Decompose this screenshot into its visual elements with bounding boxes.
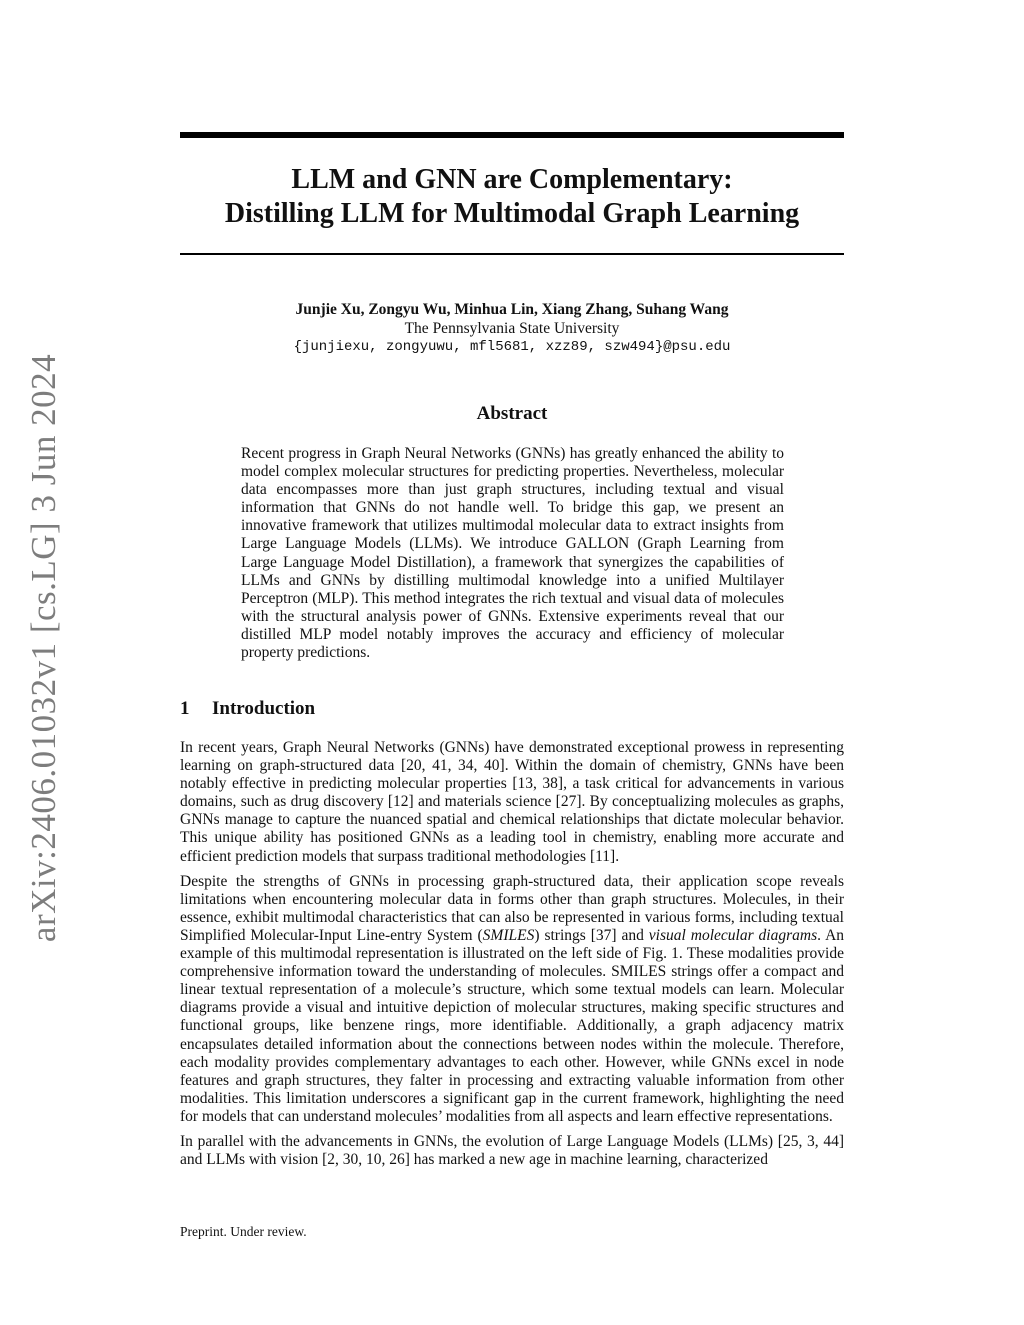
affiliation: The Pennsylvania State University bbox=[404, 320, 620, 337]
abstract-heading: Abstract bbox=[476, 403, 548, 424]
paper-title bbox=[180, 163, 844, 231]
intro-p2-text-b: ) strings [37] and bbox=[534, 926, 649, 944]
author-emails: {junjiexu, zongyuwu, mfl5681, xzz89, szw494}@psu.edu bbox=[293, 339, 731, 355]
visual-diagrams-term: visual molecular diagrams bbox=[648, 926, 818, 944]
intro-p2-text-a: Despite the strengths of GNNs in processing graph-structured data, their application scope reveals limitations when encountering molecular data in forms other than graph structures. Molecules, in their essence, exhibit multimodal characteristics that can also be represented in various forms, including textual Simplified Molecular-Input Line-entry System ( bbox=[180, 872, 844, 944]
title-top-rule bbox=[180, 132, 844, 138]
introduction-body bbox=[180, 739, 844, 1176]
section-number: 1 bbox=[180, 698, 190, 719]
section-heading-introduction bbox=[180, 698, 315, 720]
author-block bbox=[180, 300, 844, 357]
title-bottom-rule bbox=[180, 253, 844, 255]
intro-p2-text-c: . An example of this multimodal representation is illustrated on the left side of Fig. 1. These modalities provide comprehensive information toward the understanding of molecules. SMILES strings offer a compact and linear textual representation of a molecule’s structure, which some textual models can learn. Molecular diagrams provide a visual and intuitive depiction of molecular structures, making specific structures and functional groups, like benzene rings, more identifiable. Additionally, a graph adjacency matrix encapsulates detailed information about the connections between nodes within the molecule. Therefore, each modality provides complementary advantages to each other. However, while GNNs excel in node features and graph structures, they falter in processing and extracting valuable information from other modalities. This limitation underscores a significant gap in the current framework, highlighting the need for models that can understand molecules’ modalities from all aspects and learn effective representations. bbox=[180, 926, 845, 1125]
smiles-term: SMILES bbox=[482, 926, 535, 944]
section-title: Introduction bbox=[212, 698, 316, 719]
title-line-1: LLM and GNN are Complementary: bbox=[291, 164, 733, 195]
preprint-footer: Preprint. Under review. bbox=[180, 1224, 307, 1239]
title-line-2: Distilling LLM for Multimodal Graph Learning bbox=[224, 198, 800, 229]
intro-paragraph-3: In parallel with the advancements in GNNs, the evolution of Large Language Models (LLMs) [25, 3, 44] and LLMs with vision [2, 30, 10, 26] has marked a new age in machine learning, characterized bbox=[180, 1132, 844, 1169]
arxiv-side-stamp: arXiv:2406.01032v1 [cs.LG] 3 Jun 2024 bbox=[24, 353, 63, 943]
intro-paragraph-1: In recent years, Graph Neural Networks (GNNs) have demonstrated exceptional prowess in representing learning on graph-structured data [20, 41, 34, 40]. Within the domain of chemistry, GNNs have been notably effective in predicting molecular properties [13, 38], a task critical for advancements in various domains, such as drug discovery [12] and materials science [27]. By conceptualizing molecules as graphs, GNNs manage to capture the nuanced spatial and chemical relationships that dictate molecular behavior. This unique ability has positioned GNNs as a leading tool in chemistry, enabling more accurate and efficient prediction models that surpass traditional methodologies [11]. bbox=[180, 739, 844, 865]
intro-paragraph-2 bbox=[180, 873, 844, 1126]
author-names: Junjie Xu, Zongyu Wu, Minhua Lin, Xiang Zhang, Suhang Wang bbox=[295, 301, 729, 318]
abstract-text: Recent progress in Graph Neural Networks (GNNs) has greatly enhanced the ability to model complex molecular structures for predicting properties. Nevertheless, molecular data encompasses more than just graph structures, including textual and visual information that GNNs do not handle well. To bridge this gap, we present an innovative framework that utilizes multimodal molecular data to extract insights from Large Language Models (LLMs). We introduce GALLON (Graph Learning from Large Language Model Distillation), a framework that synergizes the capabilities of LLMs and GNNs by distilling multimodal knowledge into a unified Multilayer Perceptron (MLP). This method integrates the rich textual and visual data of molecules with the structural analysis power of GNNs. Extensive experiments reveal that our distilled MLP model notably improves the accuracy and efficiency of molecular property predictions. bbox=[241, 445, 784, 662]
